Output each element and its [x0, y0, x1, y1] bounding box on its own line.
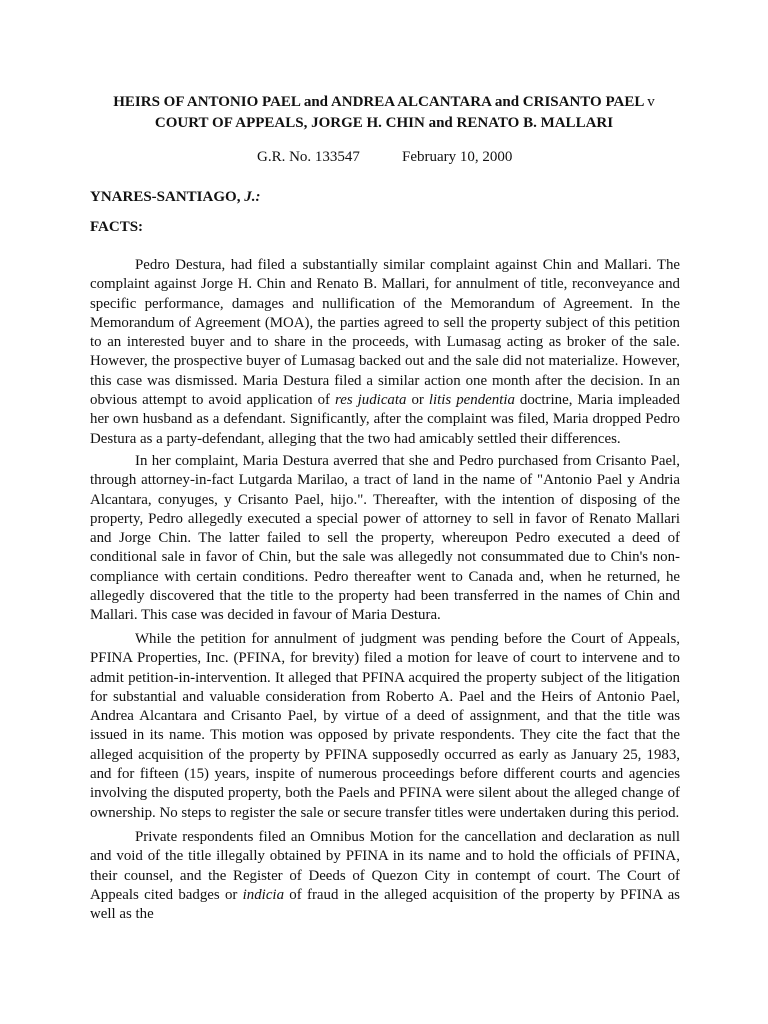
p1-text-a: Pedro Destura, had filed a substantially similar complaint against Chin and Mallari. The complaint against Jorge H. Chin and Renato B. Mallari, for annulment of title, reconveyance and specific performance, damages and nullification of the Memorandum of Agreement. In the Memorandum of Agreement (MOA), the parties agreed to sell the property subject of this petition to an interested buyer and to share in the proceeds, with Lumasag acting as broker of the sale. However, the prospective buyer of Lumasag backed out and the sale did not materialize. However, this case was dismissed. Maria Destura filed a similar action one month after the decision. In an obvious attempt to avoid application of	[90, 257, 680, 409]
case-title-line2: COURT OF APPEALS, JORGE H. CHIN and RENATO B. MALLARI	[154, 115, 614, 131]
paragraph-1	[90, 256, 680, 449]
p1-italic-2: litis pendentia	[428, 392, 515, 409]
p4-text-b: of fraud in the alleged acquisition of the property by PFINA as well as the	[90, 886, 680, 923]
ponente-suffix: J.:	[244, 189, 261, 205]
paragraph-3: While the petition for annulment of judgment was pending before the Court of Appeals, PFINA Properties, Inc. (PFINA, for brevity) filed a motion for leave of court to intervene and to admit petition-in-intervention. It alleged that PFINA acquired the property subject of the litigation for substantial and valuable consideration from Roberto A. Pael and the Heirs of Antonio Pael, Andrea Alcantara and Crisanto Pael, by virtue of a deed of assignment, and that the title was issued in its name. This motion was opposed by private respondents. They cite the fact that the alleged acquisition of the property by PFINA supposedly occurred as early as January 25, 1983, and for fifteen (15) years, inspite of numerous proceedings before different courts and agencies involving the disputed property, both the Paels and PFINA were silent about the alleged change of ownership. No steps to register the sale or secure transfer titles were undertaken during this period.	[90, 631, 680, 821]
case-title-line1: HEIRS OF ANTONIO PAEL and ANDREA ALCANTARA and CRISANTO PAEL	[113, 94, 644, 110]
p4-text-a: Private respondents filed an Omnibus Motion for the cancellation and declaration as null and void of the title illegally obtained by PFINA in its name and to hold the officials of PFINA, their counsel, and the Register of Deeds of Quezon City in contempt of court. The Court of Appeals cited badges or	[90, 829, 680, 903]
paragraph-2: In her complaint, Maria Destura averred that she and Pedro purchased from Crisanto Pael, through attorney-in-fact Lutgarda Marilao, a tract of land in the name of "Antonio Pael y Andria Alcantara, conyuges, y Crisanto Pael, hijo.". Thereafter, with the intention of disposing of the property, Pedro allegedly executed a special power of attorney to sell in favor of Renato Mallari and Jorge Chin. The latter failed to sell the property, whereupon Pedro executed a deed of conditional sale in favor of Chin, but the sale was allegedly not consummated due to Chin's non-compliance with certain conditions. Pedro thereafter went to Canada and, when he returned, he allegedly discovered that the title to the property had been transferred in the names of Chin and Mallari. This case was decided in favour of Maria Destura.	[90, 453, 680, 624]
case-citation	[0, 149, 768, 169]
p1-text-c: doctrine, Maria impleaded her own husband as a defendant. Significantly, after the complaint was filed, Maria dropped Pedro Destura as a party-defendant, alleging that the two had amicably settled their differences.	[90, 392, 680, 447]
section-heading: FACTS:	[90, 219, 144, 235]
p1-italic-1: res judicata	[335, 392, 407, 409]
decision-date: February 10, 2000	[402, 149, 513, 165]
paragraph-4	[90, 828, 680, 924]
ponente-name: YNARES-SANTIAGO,	[90, 189, 241, 205]
case-title-versus: v	[647, 94, 655, 110]
p4-italic-1: indicia	[242, 886, 285, 903]
ponente	[90, 189, 260, 206]
case-title	[60, 92, 708, 134]
gr-number: G.R. No. 133547	[257, 149, 360, 165]
p1-text-b: or	[406, 392, 429, 409]
